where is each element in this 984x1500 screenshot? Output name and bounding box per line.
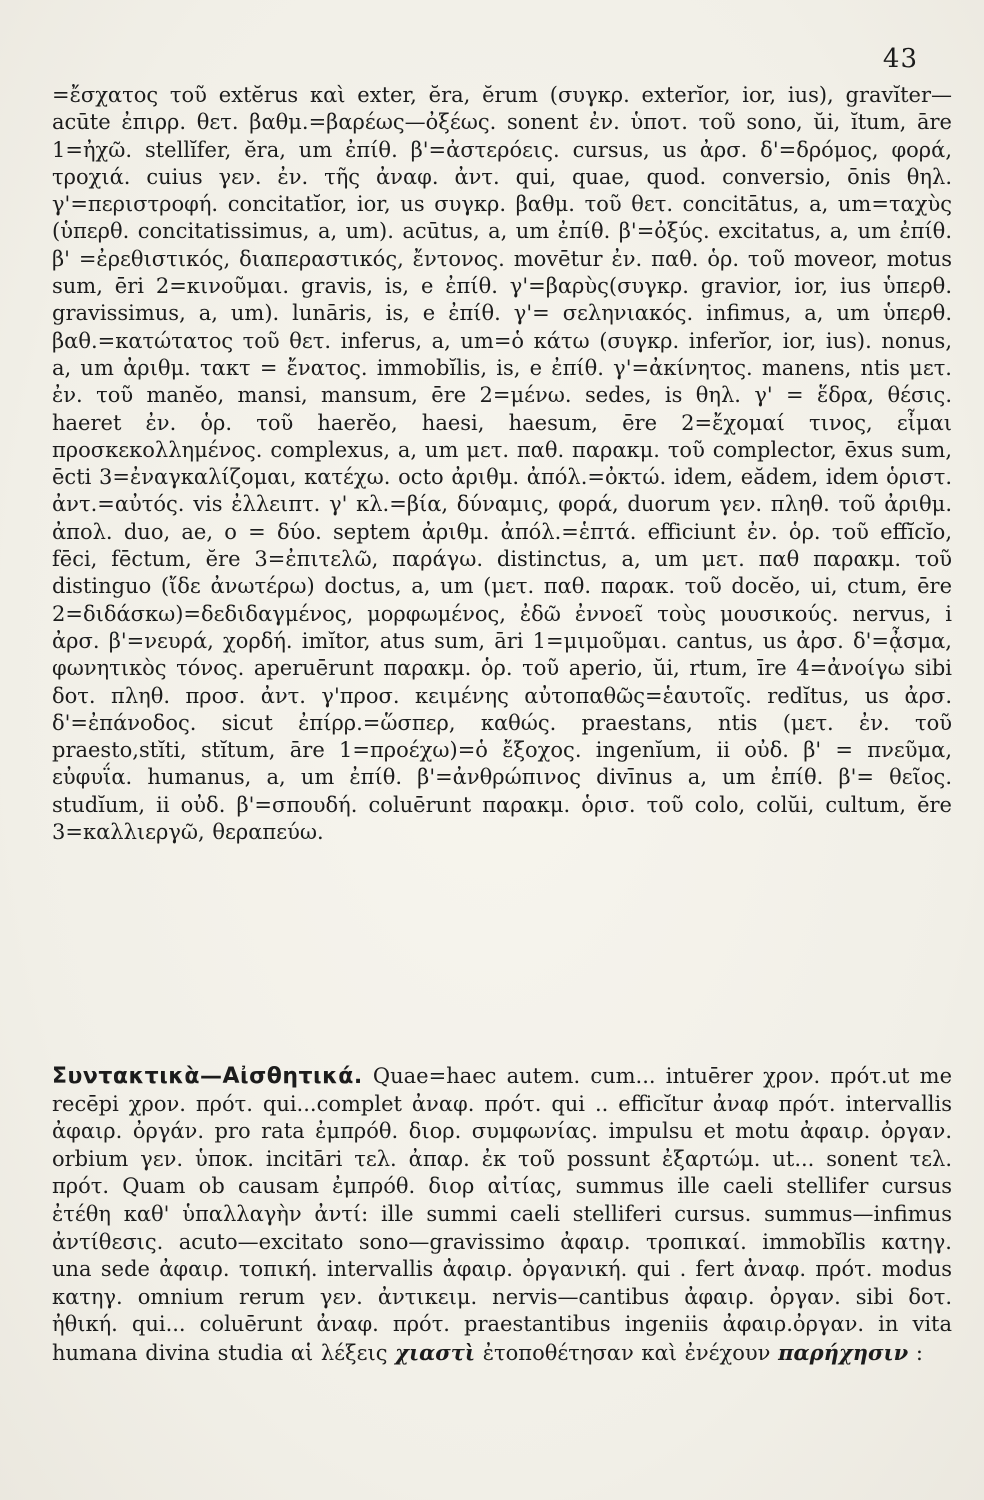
section-heading: Συντακτικὰ—Αἰσθητικά. xyxy=(52,1064,363,1089)
syntax-paragraph xyxy=(52,1063,952,1368)
syntax-section xyxy=(52,1063,952,1368)
page-number: 43 xyxy=(882,44,918,74)
vocabulary-block xyxy=(52,82,952,846)
chiasm-term: χιαστὶ xyxy=(395,1339,476,1365)
parechesis-term: παρήχησιν xyxy=(778,1339,909,1365)
syntax-tail: ἐτοποθέτησαν καὶ ἐνέχουν xyxy=(475,1340,779,1365)
vocabulary-paragraph: =ἔσχατος τοῦ extĕrus καὶ exter, ĕra, ĕrum (συγκρ. exterĭor, ior, ius), gravĭter—acūte ἐπιρρ. θετ. βαθμ.=βαρέως—ὀξέως. sonent ἐν. ὑποτ. τοῦ sono, ŭi, ĭtum, āre 1=ἠχῶ. stellĭfer, ĕra, um ἐπίθ. β'=ἀστερόεις. cursus, us ἀρσ. δ'=δρόμος, φορά, τροχιά. cuius γεν. ἐν. τῆς ἀναφ. ἀντ. qui, quae, quod. conversio, ōnis θηλ. γ'=περιστροφή. concitatĭor, ior, us συγκρ. βαθμ. τοῦ θετ. concitātus, a, um=ταχὺς (ὑπερθ. concitatissimus, a, um). acūtus, a, um ἐπίθ. β'=ὀξύς. excitatus, a, um ἐπίθ. β' =ἐρεθιστικός, διαπεραστικός, ἔντονος. movētur ἐν. παθ. ὁρ. τοῦ moveor, motus sum, ēri 2=κινοῦμαι. gravis, is, e ἐπίθ. γ'=βαρὺς(συγκρ. gravior, ior, ius ὑπερθ. gravissimus, a, um). lunāris, is, e ἐπίθ. γ'= σεληνιακός. infimus, a, um ὑπερθ. βαθ.=κατώτατος τοῦ θετ. inferus, a, um=ὁ κάτω (συγκρ. inferĭor, ior, ius). nonus, a, um ἀριθμ. τακτ = ἔνατος. immobĭlis, is, e ἐπίθ. γ'=ἀκίνητος. manens, ntis μετ. ἐν. τοῦ manĕo, mansi, mansum, ēre 2=μένω. sedes, is θηλ. γ' = ἕδρα, θέσις. haeret ἐν. ὁρ. τοῦ haerĕo, haesi, haesum, ēre 2=ἔχομαί τινος, εἶμαι προσκεκολλημένος. complexus, a, um μετ. παθ. παρακμ. τοῦ complector, ēxus sum, ēcti 3=ἐναγκαλίζομαι, κατέχω. octo ἀριθμ. ἀπόλ.=ὀκτώ. idem, eădem, idem ὁριστ. ἀντ.=αὐτός. vis ἐλλειπτ. γ' κλ.=βία, δύναμις, φορά, duorum γεν. πληθ. τοῦ ἀριθμ. ἀπολ. duo, ae, o = δύο. septem ἀριθμ. ἀπόλ.=ἑπτά. efficiunt ἐν. ὁρ. τοῦ effĭcĭo, fēci, fēctum, ĕre 3=ἐπιτελῶ, παράγω. distinctus, a, um μετ. παθ παρακμ. τοῦ distinguo (ἴδε ἀνωτέρω) doctus, a, um (μετ. παθ. παρακ. τοῦ docĕo, ui, ctum, ēre 2=διδάσκω)=δεδιδαγμένος, μορφωμένος, ἐδῶ ἐννοεῖ τοὺς μουσικούς. nervus, i ἀρσ. β'=νευρά, χορδή. imĭtor, atus sum, āri 1=μιμοῦμαι. cantus, us ἀρσ. δ'=ᾆσμα, φωνητικὸς τόνος. aperuērunt παρακμ. ὁρ. τοῦ aperio, ŭi, rtum, īre 4=ἀνοίγω sibi δοτ. πληθ. προσ. ἀντ. γ'προσ. κειμένης αὐτοπαθῶς=ἑαυτοῖς. redĭtus, us ἀρσ. δ'=ἐπάνοδος. sicut ἐπίρρ.=ὥσπερ, καθώς. praestans, ntis (μετ. ἐν. τοῦ praesto,stĭti, stĭtum, āre 1=προέχω)=ὁ ἔξοχος. ingenĭum, ii οὐδ. β' = πνεῦμα, εὐφυΐα. humanus, a, um ἐπίθ. β'=ἀνθρώπινος divīnus a, um ἐπίθ. β'= θεῖος. studĭum, ii οὐδ. β'=σπουδή. coluērunt παρακμ. ὁρισ. τοῦ colo, colŭi, cultum, ĕre 3=καλλιεργῶ, θεραπεύω. xyxy=(52,83,952,845)
syntax-body: Quae=haec autem. cum... intuērer χρον. πρότ.ut me recēpi χρον. πρότ. qui...complet ἀναφ. πρότ. qui .. efficĭtur ἀναφ πρότ. intervallis ἀφαιρ. ὀργάν. pro rata ἐμπρόθ. διορ. συμφωνίας. impulsu et motu ἀφαιρ. ὀργαν. orbium γεν. ὑποκ. incitāri τελ. ἀπαρ. ἐκ τοῦ possunt ἐξαρτώμ. ut... sonent τελ. πρότ. Quam ob causam ἐμπρόθ. διορ αἰτίας, summus ille caeli stellifer cursus ἐτέθη καθ' ὑπαλλαγὴν ἀντί: ille summi caeli stelliferi cursus. summus—infimus ἀντίθεσις. acuto—excitato sono—gravissimo ἀφαιρ. τροπικαί. immobĭlis κατηγ. una sede ἀφαιρ. τοπική. intervallis ἀφαιρ. ὀργανική. qui . fert ἀναφ. πρότ. modus κατηγ. omnium rerum γεν. ἀντικειμ. nervis—cantibus ἀφαιρ. ὀργαν. sibi δοτ. ἠθική. qui... coluērunt ἀναφ. πρότ. praestantibus ingeniis ἀφαιρ.ὀργαν. in vita humana divina studia αἱ λέξεις xyxy=(52,1064,952,1365)
syntax-end: : xyxy=(908,1340,923,1365)
